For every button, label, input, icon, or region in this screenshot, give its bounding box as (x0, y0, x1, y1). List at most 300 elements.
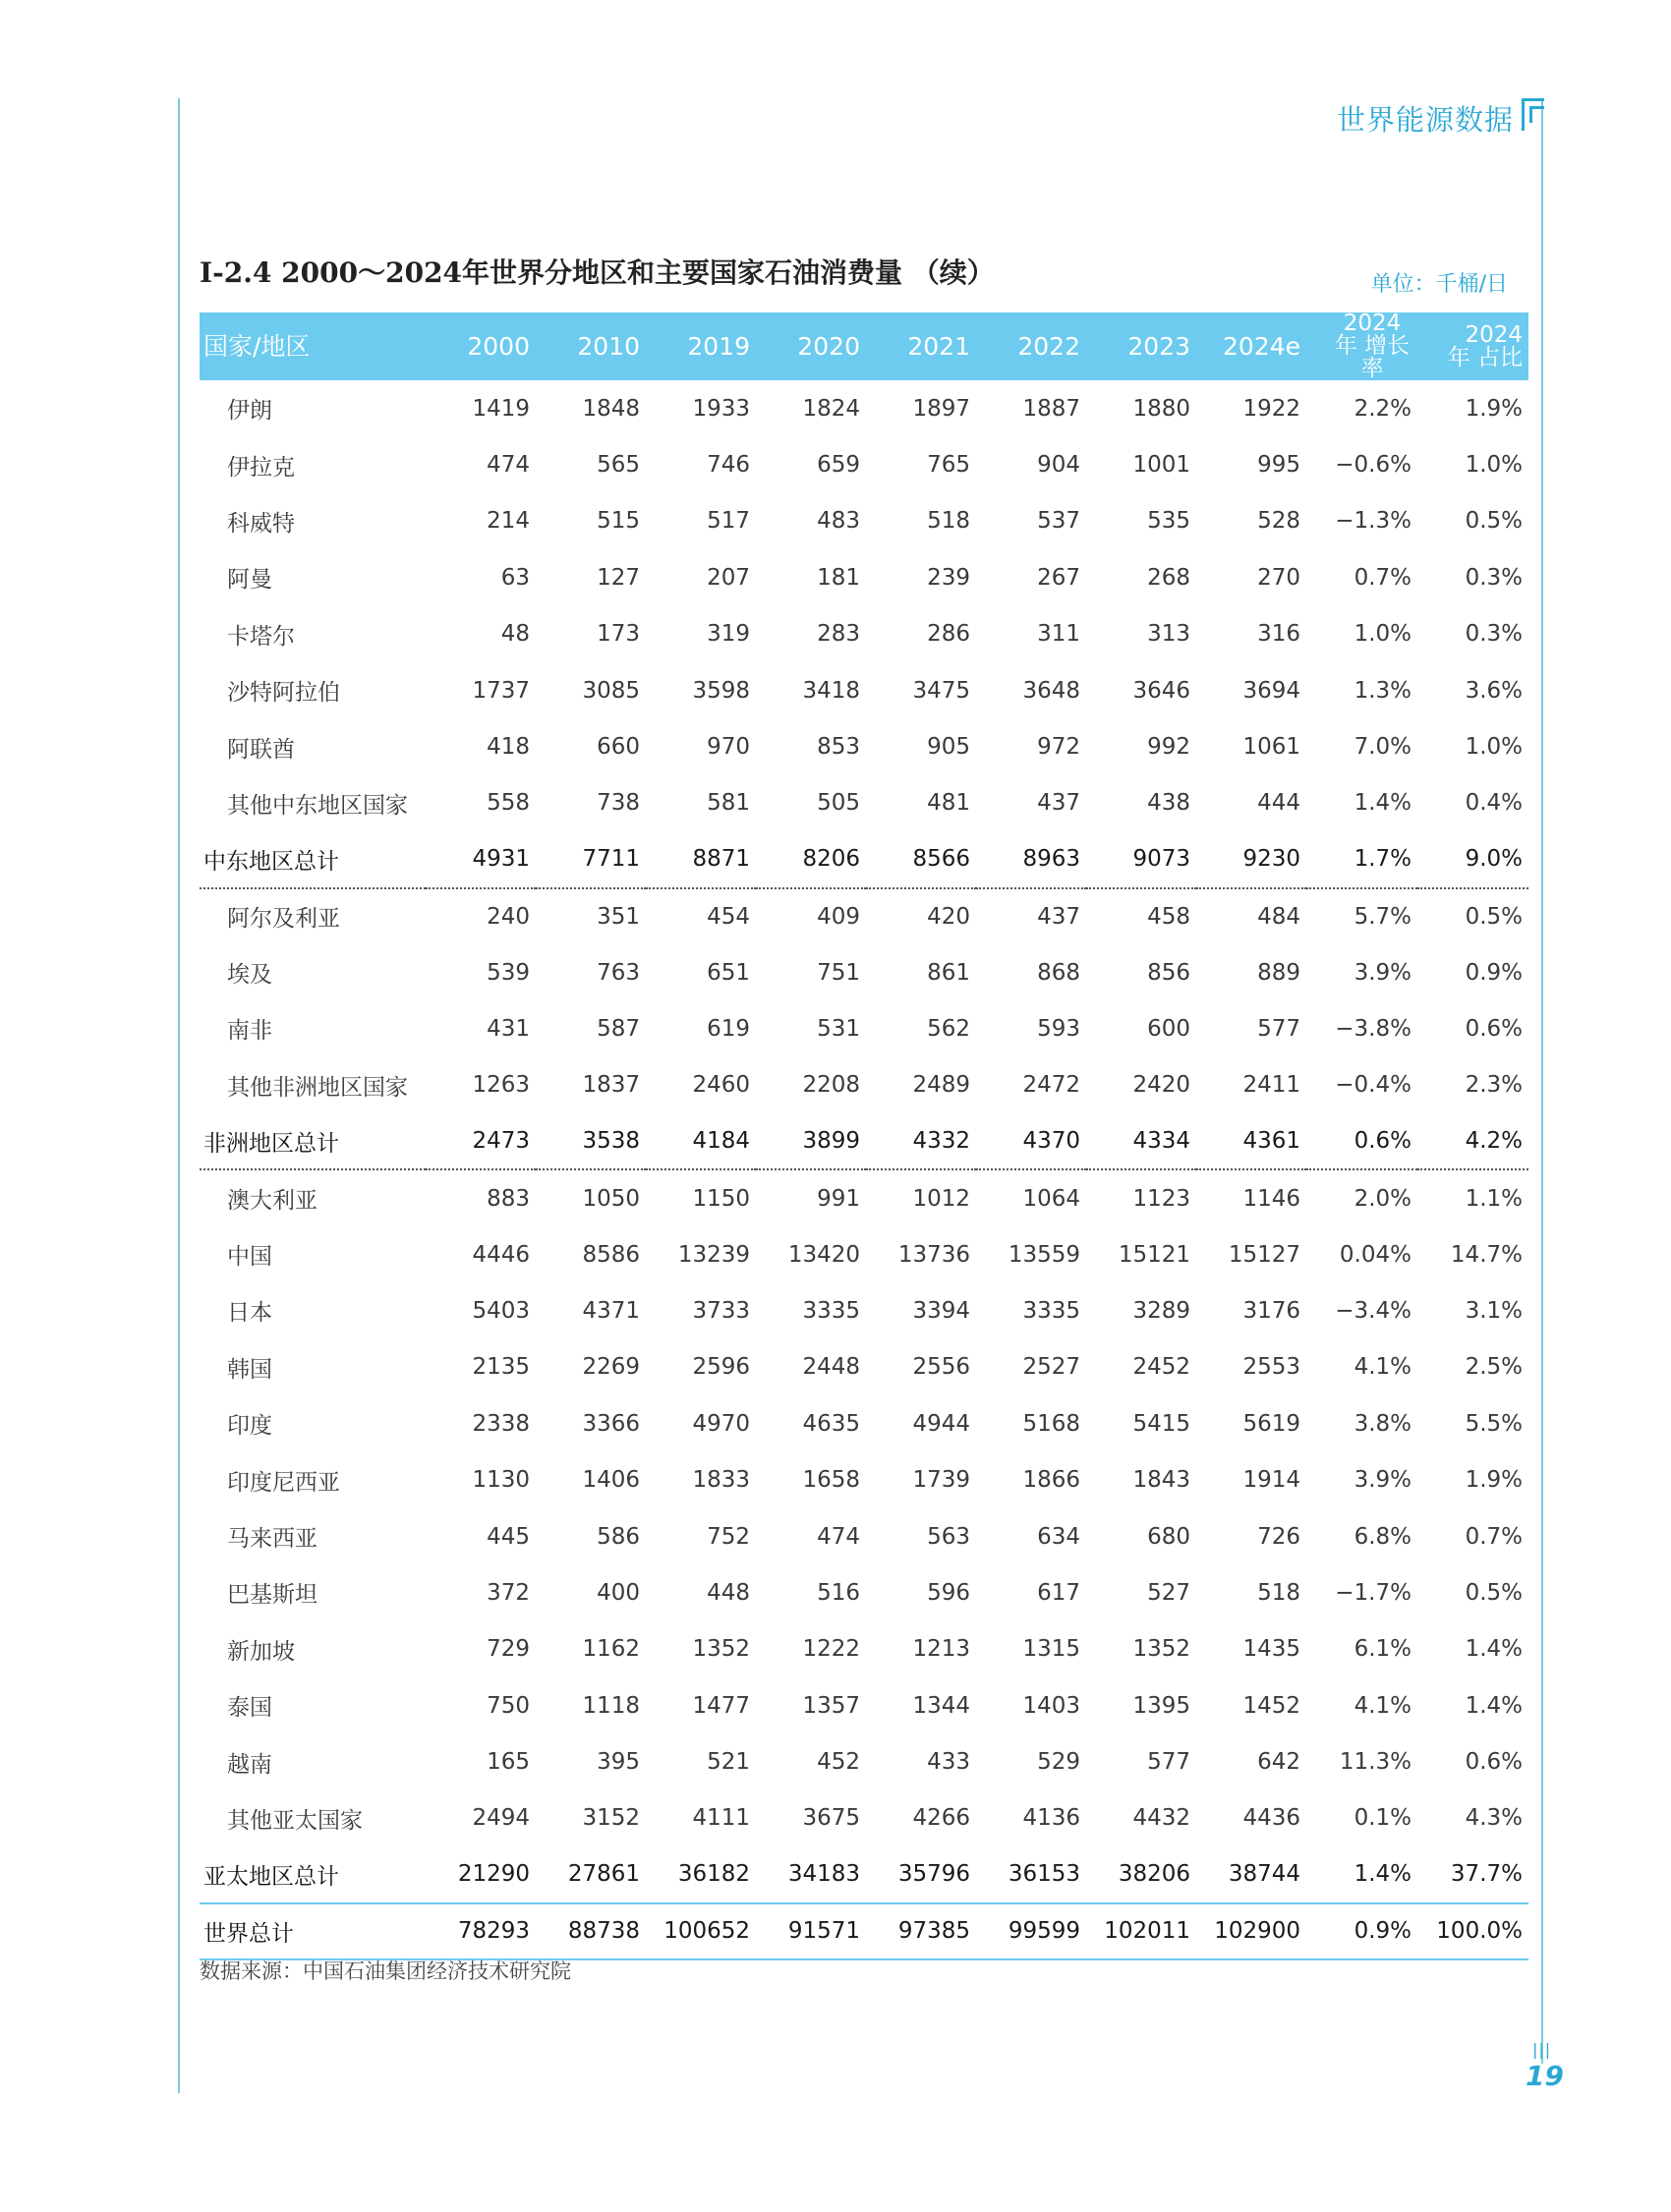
table-cell: 3475 (912, 677, 970, 704)
table-cell: 438 (1147, 790, 1190, 817)
table-cell: 0.9% (1465, 959, 1523, 986)
table-row (200, 1451, 1528, 1507)
row-label: 南非 (227, 1018, 272, 1045)
table-cell: 13736 (897, 1241, 970, 1268)
row-label: 伊拉克 (227, 454, 295, 481)
column-header-text: 2024年 占比 (1447, 321, 1523, 370)
table-cell: 13239 (677, 1241, 750, 1268)
row-label: 中国 (227, 1244, 272, 1271)
table-cell: 651 (707, 959, 750, 986)
row-label: 阿尔及利亚 (227, 906, 340, 933)
table-row (200, 662, 1528, 718)
table-cell: 474 (487, 452, 530, 479)
table-cell: 458 (1147, 903, 1190, 930)
table-row (200, 380, 1528, 436)
table-cell: 3.1% (1465, 1297, 1523, 1324)
column-header: 国家/地区 (203, 331, 311, 361)
table-cell: 1061 (1242, 734, 1300, 761)
table-cell: 1.1% (1465, 1185, 1523, 1212)
table-cell: 765 (927, 452, 970, 479)
table-cell: 642 (1257, 1749, 1300, 1776)
table-row (200, 888, 1528, 944)
column-header-text: 2024年 增长率 (1334, 311, 1411, 381)
column-header: 2000 (467, 331, 530, 361)
table-cell: 1.4% (1354, 1861, 1412, 1888)
row-label: 新加坡 (227, 1638, 295, 1665)
table-cell: 617 (1037, 1579, 1080, 1606)
table-cell: 738 (597, 790, 640, 817)
table-cell: 2.5% (1465, 1354, 1523, 1381)
table-cell: 634 (1037, 1523, 1080, 1550)
table-cell: 1344 (912, 1692, 970, 1719)
table-cell: 751 (817, 959, 860, 986)
table-cell: 1739 (912, 1467, 970, 1494)
column-header: 2010 (577, 331, 640, 361)
table-cell: 4184 (646, 1113, 756, 1169)
table-cell: 240 (487, 903, 530, 930)
table-cell: 529 (1037, 1749, 1080, 1776)
table-cell: 8871 (646, 831, 756, 887)
table-cell: 539 (487, 959, 530, 986)
table-cell: 0.3% (1465, 621, 1523, 648)
table-cell: 1012 (912, 1185, 970, 1212)
table-cell: 905 (927, 734, 970, 761)
page-number: 19 (1526, 2060, 1564, 2092)
table-cell: 5403 (472, 1297, 530, 1324)
table-cell: 3733 (692, 1297, 750, 1324)
table-cell: 9073 (1086, 831, 1196, 887)
table-cell: 400 (597, 1579, 640, 1606)
table-cell: 313 (1147, 621, 1190, 648)
table-cell: 15121 (1118, 1241, 1190, 1268)
table-cell: 0.6% (1465, 1015, 1523, 1042)
table-cell: 0.1% (1354, 1805, 1412, 1832)
table-cell: 729 (487, 1636, 530, 1663)
table-cell: 1403 (1022, 1692, 1080, 1719)
table-cell: 2411 (1242, 1072, 1300, 1099)
table-cell: 2472 (1022, 1072, 1080, 1099)
table-cell: 207 (707, 564, 750, 591)
table-cell: 454 (707, 903, 750, 930)
table-cell: 518 (1257, 1579, 1300, 1606)
row-label: 日本 (227, 1300, 272, 1327)
table-cell: 3.6% (1465, 677, 1523, 704)
table-cell: 586 (597, 1523, 640, 1550)
table-cell: 3646 (1132, 677, 1190, 704)
table-cell: 1477 (692, 1692, 750, 1719)
table-cell: 165 (487, 1749, 530, 1776)
table-cell: 3675 (802, 1805, 860, 1832)
table-cell: 1.0% (1354, 621, 1412, 648)
table-cell: 558 (487, 790, 530, 817)
table-cell: 13420 (787, 1241, 860, 1268)
table-cell: −3.8% (1335, 1015, 1412, 1042)
table-cell: 4111 (692, 1805, 750, 1832)
table-cell: 444 (1257, 790, 1300, 817)
table-cell: 593 (1037, 1015, 1080, 1042)
table-cell: 527 (1147, 1579, 1190, 1606)
table-row (200, 1395, 1528, 1451)
row-label: 印度尼西亚 (227, 1469, 340, 1496)
table-cell: 437 (1037, 903, 1080, 930)
table-cell: 517 (707, 508, 750, 535)
table-cell: 36153 (1008, 1861, 1080, 1888)
table-cell: 563 (927, 1523, 970, 1550)
table-cell: 659 (817, 452, 860, 479)
table-cell: 433 (927, 1749, 970, 1776)
table-cell: 1737 (472, 677, 530, 704)
table-cell: 15127 (1228, 1241, 1300, 1268)
row-label: 其他中东地区国家 (227, 792, 408, 819)
table-cell: 596 (927, 1579, 970, 1606)
table-cell: 1118 (582, 1692, 640, 1719)
row-label: 阿曼 (227, 567, 272, 594)
table-row (200, 1846, 1528, 1902)
table-row (200, 1508, 1528, 1564)
table-cell: 4334 (1086, 1113, 1196, 1169)
right-margin-line (1541, 98, 1543, 2064)
table-cell: 3366 (582, 1410, 640, 1437)
page-ticks-decoration: ||| (1532, 2040, 1552, 2059)
table-cell: 4635 (802, 1410, 860, 1437)
table-cell: 395 (597, 1749, 640, 1776)
left-margin-line (178, 98, 180, 2093)
table-row (200, 1000, 1528, 1056)
table-title: I-2.4 2000～2024年世界分地区和主要国家石油消费量 （续） (200, 256, 995, 289)
table-row (200, 1169, 1528, 1225)
table-cell: 515 (597, 508, 640, 535)
table-cell: 3418 (802, 677, 860, 704)
table-cell: 904 (1037, 452, 1080, 479)
table-cell: 316 (1257, 621, 1300, 648)
table-cell: 4944 (912, 1410, 970, 1437)
table-cell: 6.8% (1354, 1523, 1412, 1550)
table-cell: 1130 (472, 1467, 530, 1494)
row-label: 马来西亚 (227, 1526, 317, 1552)
table-cell: 2.3% (1465, 1072, 1523, 1099)
table-cell: 868 (1037, 959, 1080, 986)
table-row (200, 1564, 1528, 1620)
table-cell: 1146 (1242, 1185, 1300, 1212)
table-cell: 4432 (1132, 1805, 1190, 1832)
table-cell: 0.04% (1339, 1241, 1412, 1268)
table-cell: 8963 (976, 831, 1086, 887)
table-cell: 1824 (802, 395, 860, 422)
table-cell: 63 (500, 564, 530, 591)
table-cell: 995 (1257, 452, 1300, 479)
table-cell: 992 (1147, 734, 1190, 761)
table-cell: 0.4% (1465, 790, 1523, 817)
table-cell: 3335 (1022, 1297, 1080, 1324)
running-header: 世界能源数据 (1336, 103, 1514, 137)
table-cell: 484 (1257, 903, 1300, 930)
table-cell: 78293 (426, 1903, 536, 1959)
table-cell: 1123 (1132, 1185, 1190, 1212)
table-cell: 4.1% (1354, 1354, 1412, 1381)
table-cell: 726 (1257, 1523, 1300, 1550)
table-cell: 437 (1037, 790, 1080, 817)
table-cell: 319 (707, 621, 750, 648)
table-cell: 970 (707, 734, 750, 761)
column-header (1417, 312, 1528, 380)
table-cell: 127 (597, 564, 640, 591)
table-cell: 1897 (912, 395, 970, 422)
row-label: 澳大利亚 (227, 1188, 317, 1215)
table-cell: 883 (487, 1185, 530, 1212)
row-label: 非洲地区总计 (200, 1113, 426, 1169)
table-cell: 286 (927, 621, 970, 648)
table-cell: 1658 (802, 1467, 860, 1494)
column-header: 2019 (687, 331, 750, 361)
table-cell: 1843 (1132, 1467, 1190, 1494)
table-cell: 516 (817, 1579, 860, 1606)
table-cell: −1.3% (1335, 508, 1412, 535)
row-label: 卡塔尔 (227, 623, 295, 650)
table-cell: 100.0% (1417, 1903, 1528, 1959)
table-cell: 1914 (1242, 1467, 1300, 1494)
table-cell: 535 (1147, 508, 1190, 535)
table-cell: 2135 (472, 1354, 530, 1381)
table-cell: 1357 (802, 1692, 860, 1719)
table-cell: 577 (1257, 1015, 1300, 1042)
table-cell: 1.4% (1465, 1636, 1523, 1663)
table-cell: 100652 (646, 1903, 756, 1959)
table-cell: 474 (817, 1523, 860, 1550)
table-cell: 3538 (536, 1113, 646, 1169)
table-cell: 4446 (472, 1241, 530, 1268)
table-cell: 214 (487, 508, 530, 535)
table-cell: 239 (927, 564, 970, 591)
table-cell: −0.6% (1335, 452, 1412, 479)
table-cell: 0.6% (1465, 1749, 1523, 1776)
table-cell: 3.9% (1354, 1467, 1412, 1494)
table-cell: 619 (707, 1015, 750, 1042)
table-cell: 3694 (1242, 677, 1300, 704)
row-label: 伊朗 (227, 398, 272, 425)
table-cell: 0.5% (1465, 903, 1523, 930)
table-row (200, 775, 1528, 831)
table-cell: 2556 (912, 1354, 970, 1381)
table-cell: 409 (817, 903, 860, 930)
table-cell: 2452 (1132, 1354, 1190, 1381)
row-label: 沙特阿拉伯 (227, 680, 340, 707)
table-cell: 1352 (692, 1636, 750, 1663)
table-row (200, 606, 1528, 662)
table-cell: 587 (597, 1015, 640, 1042)
table-cell: 9.0% (1417, 831, 1528, 887)
table-cell: 1213 (912, 1636, 970, 1663)
table-cell: 0.5% (1465, 1579, 1523, 1606)
table-cell: 268 (1147, 564, 1190, 591)
table-cell: 2208 (802, 1072, 860, 1099)
table-cell: 37.7% (1450, 1861, 1523, 1888)
table-cell: 452 (817, 1749, 860, 1776)
table-cell: 1.4% (1465, 1692, 1523, 1719)
table-cell: 1263 (472, 1072, 530, 1099)
row-label: 科威特 (227, 510, 295, 537)
table-cell: 991 (817, 1185, 860, 1212)
table-cell: 2.2% (1354, 395, 1412, 422)
table-cell: 4361 (1196, 1113, 1306, 1169)
table-cell: 856 (1147, 959, 1190, 986)
table-cell: 528 (1257, 508, 1300, 535)
table-cell: 1050 (582, 1185, 640, 1212)
table-cell: 431 (487, 1015, 530, 1042)
table-cell: 4371 (582, 1297, 640, 1324)
table-row (200, 493, 1528, 549)
table-cell: 746 (707, 452, 750, 479)
table-cell: 521 (707, 1749, 750, 1776)
header-bracket-inner-icon (1529, 106, 1544, 123)
table-row (200, 1677, 1528, 1733)
table-cell: 581 (707, 790, 750, 817)
table-cell: 1352 (1132, 1636, 1190, 1663)
table-cell: 38744 (1228, 1861, 1300, 1888)
table-cell: 0.5% (1465, 508, 1523, 535)
table-row (200, 1903, 1528, 1959)
table-cell: 1.0% (1465, 734, 1523, 761)
table-cell: 5415 (1132, 1410, 1190, 1437)
table-cell: −0.4% (1335, 1072, 1412, 1099)
table-cell: 0.7% (1465, 1523, 1523, 1550)
table-cell: 21290 (457, 1861, 530, 1888)
column-header: 2020 (797, 331, 860, 361)
table-cell: 2.0% (1354, 1185, 1412, 1212)
table-cell: 3598 (692, 677, 750, 704)
table-cell: 38206 (1118, 1861, 1190, 1888)
table-cell: 1.3% (1354, 677, 1412, 704)
table-cell: 3085 (582, 677, 640, 704)
column-header: 2022 (1017, 331, 1080, 361)
table-cell: 88738 (536, 1903, 646, 1959)
table-cell: 537 (1037, 508, 1080, 535)
table-row (200, 944, 1528, 1000)
table-cell: 27861 (567, 1861, 640, 1888)
table-cell: 505 (817, 790, 860, 817)
table-cell: 4970 (692, 1410, 750, 1437)
table-cell: 0.7% (1354, 564, 1412, 591)
table-cell: 853 (817, 734, 860, 761)
table-cell: 680 (1147, 1523, 1190, 1550)
table-cell: 4436 (1242, 1805, 1300, 1832)
table-cell: 0.9% (1306, 1903, 1417, 1959)
table-cell: 4931 (426, 831, 536, 887)
row-label: 中东地区总计 (200, 831, 426, 887)
table-cell: 3394 (912, 1297, 970, 1324)
table-cell: 1001 (1132, 452, 1190, 479)
table-cell: 4.2% (1417, 1113, 1528, 1169)
table-cell: 102900 (1196, 1903, 1306, 1959)
table-cell: 35796 (897, 1861, 970, 1888)
table-cell: 3648 (1022, 677, 1080, 704)
row-label: 世界总计 (200, 1903, 426, 1959)
table-cell: 418 (487, 734, 530, 761)
table-cell: 5619 (1242, 1410, 1300, 1437)
table-cell: 5.5% (1465, 1410, 1523, 1437)
data-source-note: 数据来源：中国石油集团经济技术研究院 (200, 1959, 571, 1983)
table-cell: 0.3% (1465, 564, 1523, 591)
table-cell: 99599 (976, 1903, 1086, 1959)
table-cell: 4136 (1022, 1805, 1080, 1832)
table-cell: 1866 (1022, 1467, 1080, 1494)
table-cell: 1922 (1242, 395, 1300, 422)
table-row (200, 436, 1528, 492)
table-cell: 889 (1257, 959, 1300, 986)
table-cell: 1452 (1242, 1692, 1300, 1719)
table-cell: 11.3% (1339, 1749, 1412, 1776)
table-cell: 1435 (1242, 1636, 1300, 1663)
table-cell: 972 (1037, 734, 1080, 761)
table-cell: 2420 (1132, 1072, 1190, 1099)
table-cell: 97385 (866, 1903, 976, 1959)
table-cell: 1064 (1022, 1185, 1080, 1212)
table-cell: 2269 (582, 1354, 640, 1381)
table-cell: 1.9% (1465, 1467, 1523, 1494)
table-row (200, 1621, 1528, 1677)
table-cell: 3152 (582, 1805, 640, 1832)
table-cell: 660 (597, 734, 640, 761)
row-label: 阿联酋 (227, 736, 295, 763)
table-cell: 1395 (1132, 1692, 1190, 1719)
row-label: 亚太地区总计 (203, 1863, 339, 1890)
table-cell: 1.0% (1465, 452, 1523, 479)
table-cell: 2473 (426, 1113, 536, 1169)
table-cell: 1837 (582, 1072, 640, 1099)
table-cell: 861 (927, 959, 970, 986)
table-cell: −1.7% (1335, 1579, 1412, 1606)
table-cell: 8566 (866, 831, 976, 887)
table-cell: 0.6% (1306, 1113, 1417, 1169)
table-cell: 36182 (677, 1861, 750, 1888)
row-label: 巴基斯坦 (227, 1582, 317, 1609)
table-cell: 270 (1257, 564, 1300, 591)
table-cell: 2553 (1242, 1354, 1300, 1381)
table-cell: 1933 (692, 395, 750, 422)
row-label: 其他非洲地区国家 (227, 1074, 408, 1101)
table-cell: 2460 (692, 1072, 750, 1099)
table-cell: 1.4% (1354, 790, 1412, 817)
column-header: 2023 (1127, 331, 1190, 361)
table-cell: 311 (1037, 621, 1080, 648)
table-cell: 5168 (1022, 1410, 1080, 1437)
table-cell: 481 (927, 790, 970, 817)
table-cell: 7711 (536, 831, 646, 887)
table-row (200, 1339, 1528, 1395)
table-cell: 752 (707, 1523, 750, 1550)
table-cell: 4.3% (1465, 1805, 1523, 1832)
table-cell: 267 (1037, 564, 1080, 591)
row-label: 印度 (227, 1413, 272, 1440)
table-cell: 531 (817, 1015, 860, 1042)
table-cell: 3899 (756, 1113, 866, 1169)
table-cell: 1848 (582, 395, 640, 422)
row-label: 其他亚太国家 (227, 1807, 363, 1834)
table-row (200, 1790, 1528, 1846)
table-row (200, 1226, 1528, 1282)
column-header: 2021 (907, 331, 970, 361)
table-cell: 34183 (787, 1861, 860, 1888)
column-header (1306, 312, 1417, 380)
table-cell: 1162 (582, 1636, 640, 1663)
table-cell: 562 (927, 1015, 970, 1042)
table-cell: 565 (597, 452, 640, 479)
table-cell: 3335 (802, 1297, 860, 1324)
table-cell: 1419 (472, 395, 530, 422)
table-cell: 4370 (976, 1113, 1086, 1169)
unit-label: 单位：千桶/日 (1370, 272, 1508, 297)
table-cell: 5.7% (1354, 903, 1412, 930)
table-cell: 2448 (802, 1354, 860, 1381)
